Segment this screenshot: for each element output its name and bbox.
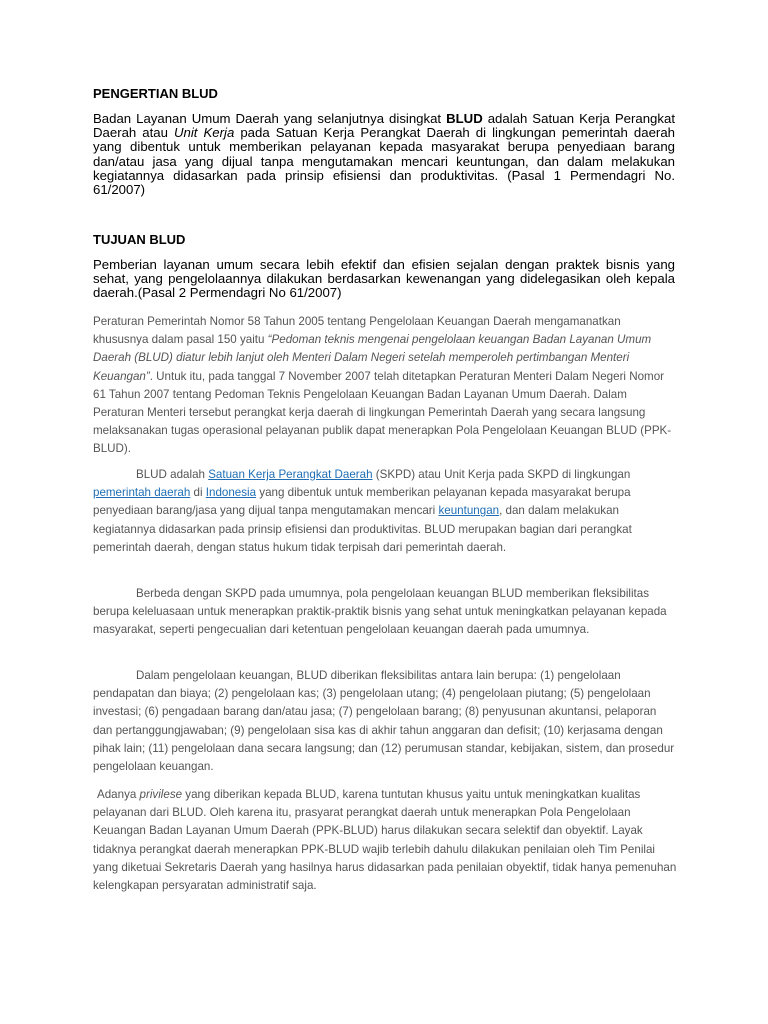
text-segment: adalah Satuan Kerja Perangkat Daerah atau — [93, 111, 675, 141]
text-segment: BLUD adalah — [136, 468, 209, 481]
paragraph-tujuan: Pemberian layanan umum secara lebih efektif dan efisien sejalan dengan praktek bisnis yang sehat, yang pengelolaannya dilakukan berdasarkan kewenangan yang didelegasikan oleh kepala daerah.(Pasal 2 Permendagri No 61/2007) — [93, 257, 675, 301]
text-segment: yang dibentuk untuk memberikan pelayanan kepada masyarakat berupa penyediaan barang/jasa yang dijual tanpa mengutamakan mencari — [93, 486, 631, 518]
text-segment: Badan Layanan Umum Daerah yang selanjutnya disingkat — [93, 111, 447, 126]
text-segment: Adanya — [97, 788, 140, 801]
text-italic-privilese: privilese — [139, 788, 183, 801]
text-segment: . Untuk itu, pada tanggal 7 November 2007 telah ditetapkan Peraturan Menteri Dalam Negeri Nomor 61 Tahun 2007 tentang Pedoman Teknis Pengelolaan Keuangan Badan Layanan Umum Daerah. Dalam Peraturan Menteri tersebut perangkat kerja daerah di lingkungan Pemerintah Daerah yang secara langsung melaksanakan tugas operasional pelayanan publik dapat menerapkan Pola Pengelolaan Keuangan BLUD (PPK-BLUD). — [93, 369, 672, 456]
paragraph-pengertian — [93, 112, 675, 197]
paragraph-privilese — [93, 786, 678, 895]
link-pemerintah-daerah[interactable]: pemerintah daerah — [93, 486, 191, 500]
paragraph-blud-definition — [93, 466, 678, 557]
link-keuntungan[interactable]: keuntungan — [438, 504, 500, 518]
text-segment: yang diberikan kepada BLUD, karena tuntutan khusus yaitu untuk meningkatkan kualitas pelayanan dari BLUD. Oleh karena itu, prasyarat perangkat daerah untuk menerapkan Pola Pengelolaan Keuangan Badan Layanan Umum Daerah (PPK-BLUD) harus dilakukan secara selektif dan obyektif. Layak tidaknya perangkat daerah menerapkan PPK-BLUD wajib terlebih dahulu dilakukan penilaian oleh Tim Penilai yang diketuai Sekretaris Daerah yang hasilnya harus didasarkan pada penilaian obyektif, tidak hanya pemenuhan kelengkapan persyaratan administratif saja. — [93, 788, 677, 893]
text-segment: di — [190, 486, 206, 500]
paragraph-pengelolaan-keuangan: Dalam pengelolaan keuangan, BLUD diberikan fleksibilitas antara lain berupa: (1) pengelolaan pendapatan dan biaya; (2) pengelolaan kas; (3) pengelolaan utang; (4) pengelolaan piutang; (5) pengelolaan investasi; (6) pengadaan barang dan/atau jasa; (7) pengelolaan barang; (8) penyusunan akuntansi, pelaporan dan pertanggungjawaban; (9) pengelolaan sisa kas di akhir tahun anggaran dan defisit; (10) kerjasama dengan pihak lain; (11) pengelolaan dana secara langsung; dan (12) perumusan standar, kebijakan, sistem, dan prosedur pengelolaan keuangan. — [93, 669, 675, 774]
text-segment: , dan dalam melakukan kegiatannya didasarkan pada prinsip efisiensi dan produktivitas. BLUD merupakan bagian dari perangkat pemerintah daerah, dengan status hukum tidak terpisah dari pemerintah daerah. — [93, 504, 632, 554]
text-italic-quote: “Pedoman teknis mengenai pengelolaan keuangan Badan Layanan Umum Daerah (BLUD) diatur lebih lanjut oleh Menteri Dalam Negeri setelah memperoleh pertimbangan Menteri Keuangan” — [93, 333, 652, 383]
heading-pengertian-blud: PENGERTIAN BLUD — [93, 86, 218, 101]
text-italic-unit-kerja: Unit Kerja — [174, 125, 235, 141]
text-segment: pada Satuan Kerja Perangkat Daerah di lingkungan pemerintah daerah yang dibentuk untuk memberikan pelayanan kepada masyarakat berupa penyediaan barang dan/atau jasa yang dijual tanpa mengutamakan mencari keuntungan, dan dalam melakukan kegiatannya didasarkan pada prinsip efisiensi dan produktivitas. (Pasal 1 Permendagri No. 61/2007) — [93, 125, 675, 198]
paragraph-peraturan — [93, 313, 678, 459]
link-satuan-kerja-perangkat-daerah[interactable]: Satuan Kerja Perangkat Daerah — [208, 468, 373, 481]
text-bold-blud: BLUD — [446, 111, 483, 126]
link-indonesia[interactable]: Indonesia — [205, 486, 257, 500]
text-segment: Peraturan Pemerintah Nomor 58 Tahun 2005 tentang Pengelolaan Keuangan Daerah mengamanatkan khususnya dalam pasal 150 yaitu — [93, 315, 621, 347]
paragraph-fleksibilitas: Berbeda dengan SKPD pada umumnya, pola pengelolaan keuangan BLUD memberikan fleksibilitas berupa keleluasaan untuk menerapkan praktik-praktik bisnis yang sehat untuk meningkatkan pelayanan kepada masyarakat, seperti pengecualian dari ketentuan pengelolaan keuangan daerah pada umumnya. — [93, 587, 667, 637]
text-segment: (SKPD) atau Unit Kerja pada SKPD di lingkungan — [372, 468, 631, 481]
heading-tujuan-blud: TUJUAN BLUD — [93, 232, 186, 247]
